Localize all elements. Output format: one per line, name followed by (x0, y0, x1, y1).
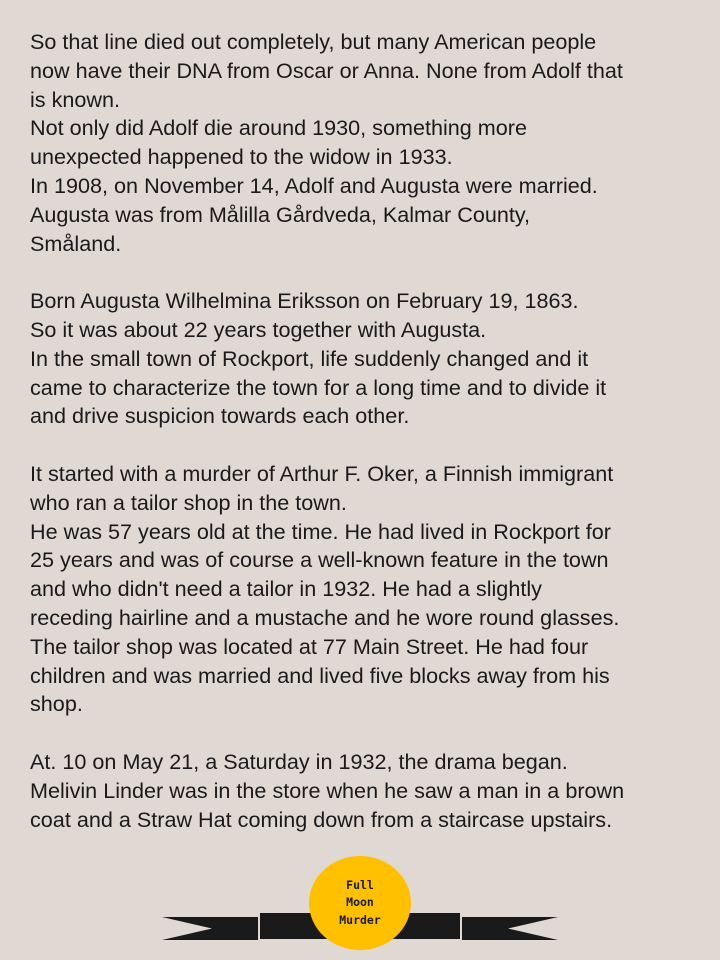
document-body (30, 28, 702, 834)
blank-line (30, 431, 702, 460)
ribbon-left-tail (162, 917, 258, 940)
badge-line-moon: Moon (346, 895, 374, 910)
text-line: He was 57 years old at the time. He had lived in Rockport for (30, 518, 611, 544)
text-line: The tailor shop was located at 77 Main Street. He had four (30, 633, 589, 659)
text-line: unexpected happened to the widow in 1933. (30, 144, 453, 170)
text-line: now have their DNA from Oscar or Anna. None from Adolf that (30, 57, 623, 83)
text-line: At. 10 on May 21, a Saturday in 1932, the drama began. (30, 748, 568, 774)
text-line: Augusta was from Målilla Gårdveda, Kalmar County, (30, 201, 531, 227)
text-line: children and was married and lived five blocks away from his (30, 662, 610, 688)
badge-line-murder: Murder (339, 912, 381, 927)
ribbon-right-tail (462, 917, 558, 940)
text-line: In 1908, on November 14, Adolf and Augusta were married. (30, 172, 598, 198)
full-moon-murder-badge (309, 856, 411, 950)
text-line: Born Augusta Wilhelmina Eriksson on February 19, 1863. (30, 288, 579, 314)
text-line: and who didn't need a tailor in 1932. He had a slightly (30, 576, 542, 602)
badge-line-full: Full (346, 877, 374, 892)
text-line: In the small town of Rockport, life suddenly changed and it (30, 345, 589, 371)
text-line: Not only did Adolf die around 1930, something more (30, 115, 527, 141)
blank-line (30, 258, 702, 287)
text-line: It started with a murder of Arthur F. Oker, a Finnish immigrant (30, 460, 614, 486)
text-line: shop. (30, 691, 83, 717)
text-line: is known. (30, 86, 121, 112)
text-line: coat and a Straw Hat coming down from a staircase upstairs. (30, 806, 613, 832)
text-line: 25 years and was of course a well-known feature in the town (30, 547, 609, 573)
text-line: Småland. (30, 230, 122, 256)
blank-line (30, 719, 702, 748)
text-line: came to characterize the town for a long time and to divide it (30, 374, 607, 400)
text-line: receding hairline and a mustache and he wore round glasses. (30, 604, 620, 630)
text-line: Melivin Linder was in the store when he saw a man in a brown (30, 777, 625, 803)
text-line: So it was about 22 years together with Augusta. (30, 316, 487, 342)
text-line: So that line died out completely, but many American people (30, 29, 597, 54)
text-line: and drive suspicion towards each other. (30, 403, 410, 429)
text-line: who ran a tailor shop in the town. (30, 489, 347, 515)
